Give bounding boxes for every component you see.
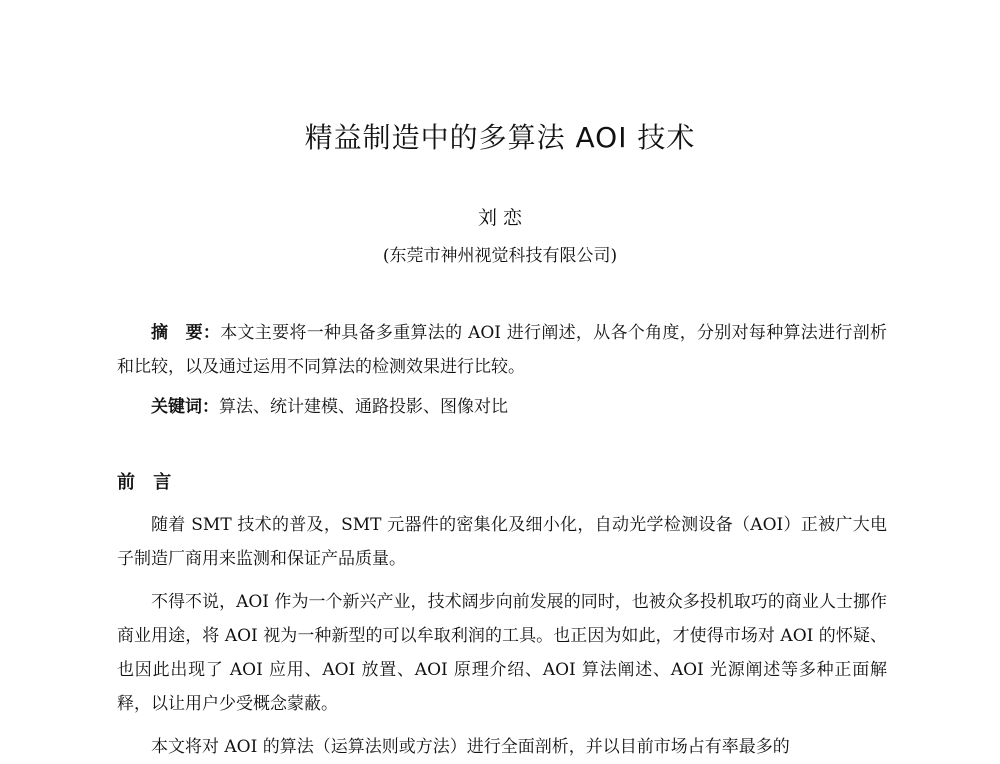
paragraph: 随着 SMT 技术的普及，SMT 元器件的密集化及细小化，自动光学检测设备（AOI）正被广大电子制造厂商用来监测和保证产品质量。	[117, 515, 887, 569]
abstract	[117, 316, 887, 384]
paragraph: 不得不说，AOI 作为一个新兴产业，技术阔步向前发展的同时，也被众多投机取巧的商业人士挪作商业用途，将 AOI 视为一种新型的可以牟取利润的工具。也正因为如此，才使得市场对 AOI 的怀疑、也因此出现了 AOI 应用、AOI 放置、AOI 原理介绍、AOI 算法阐述、AOI 光源阐述等多种正面解释，以让用户少受概念蒙蔽。	[117, 592, 887, 714]
paragraph: 本文将对 AOI 的算法（运算法则或方法）进行全面剖析，并以目前市场占有率最多的	[151, 737, 790, 757]
author-name: 刘 恋	[477, 207, 523, 229]
abstract-label: 摘 要：	[151, 323, 221, 343]
keywords-label: 关键词：	[151, 397, 219, 417]
keywords-text: 算法、统计建模、通路投影、图像对比	[219, 397, 508, 417]
abstract-text: 本文主要将一种具备多重算法的 AOI 进行阐述，从各个角度，分别对每种算法进行剖析和比较，以及通过运用不同算法的检测效果进行比较。	[117, 323, 887, 377]
keywords	[117, 390, 887, 424]
paper-title: 精益制造中的多算法 AOI 技术	[304, 121, 696, 154]
author-affiliation: (东莞市神州视觉科技有限公司)	[382, 246, 618, 266]
section-heading-preface: 前 言	[117, 472, 178, 493]
